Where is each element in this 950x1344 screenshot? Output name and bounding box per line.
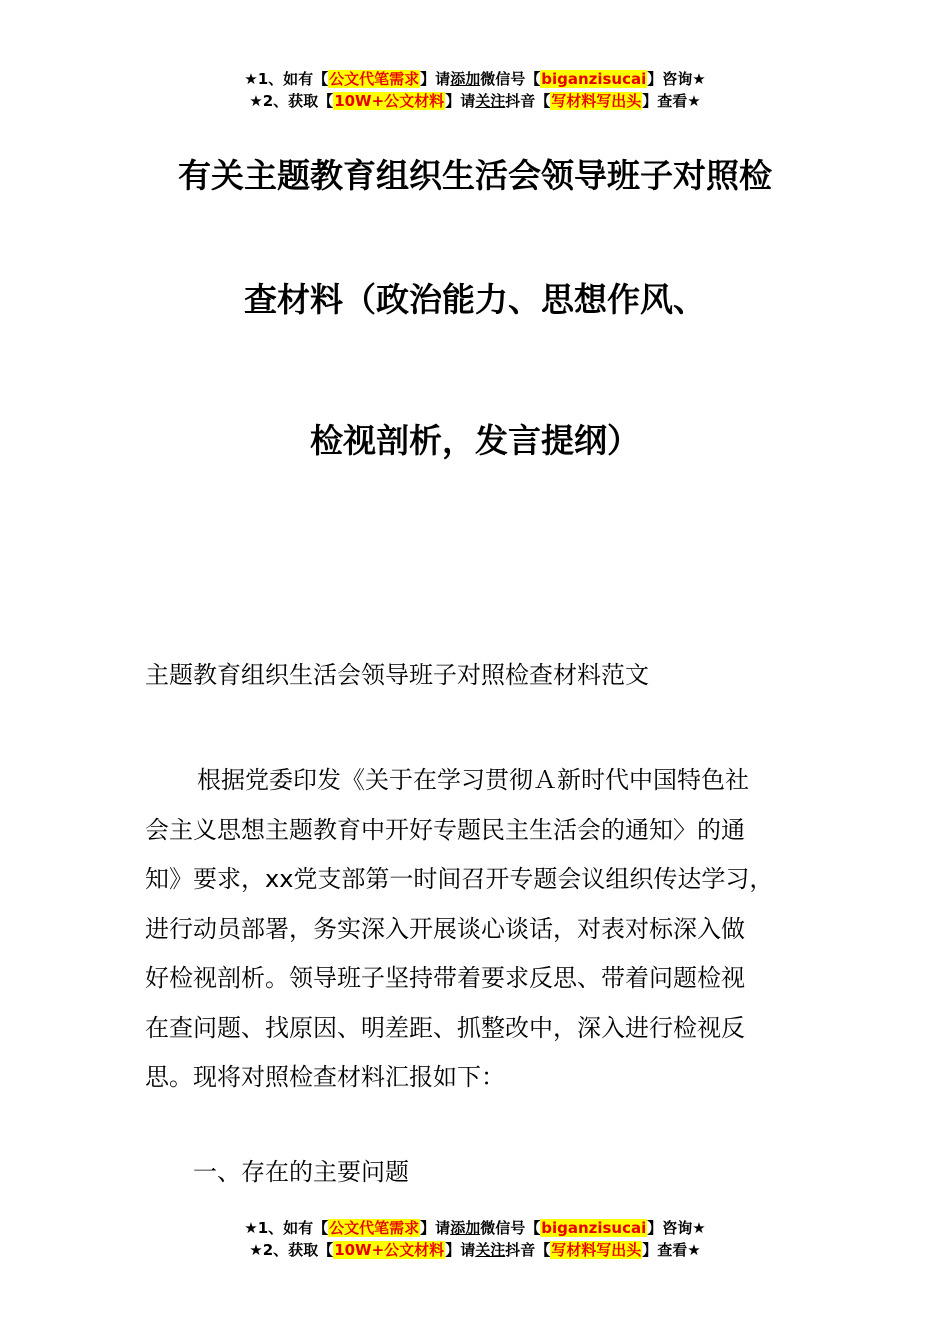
banner-text: 】查看★ — [642, 92, 701, 110]
highlight-materials: 10W+公文材料 — [334, 1241, 445, 1259]
banner-line-2 — [0, 90, 950, 112]
banner-text: 微信号【 — [480, 70, 541, 88]
highlight-materials: 10W+公文材料 — [334, 92, 445, 110]
body-paragraph — [145, 756, 835, 1103]
paragraph-line: 思。现将对照检查材料汇报如下： — [145, 1063, 505, 1091]
banner-text: 】请 — [420, 1219, 451, 1237]
paragraph-line: 好检视剖析。领导班子坚持带着要求反思、带着问题检视 — [145, 964, 745, 992]
doc-subtitle: 主题教育组织生活会领导班子对照检查材料范文 — [145, 661, 649, 689]
banner-text: ★2、获取【 — [249, 1241, 334, 1259]
banner-text: ★1、如有【 — [244, 70, 329, 88]
banner-text: 抖音【 — [505, 92, 551, 110]
banner-text: 】请 — [445, 92, 476, 110]
paragraph-line: 知》要求，xx党支部第一时间召开专题会议组织传达学习， — [145, 865, 774, 893]
paragraph-line: 会主义思想主题教育中开好专题民主生活会的通知〉的通 — [145, 815, 745, 844]
banner-text: 微信号【 — [480, 1219, 541, 1237]
highlight-service: 公文代笔需求 — [329, 70, 420, 88]
banner-line-1 — [0, 1217, 950, 1239]
highlight-douyin: 写材料写出头 — [551, 1241, 642, 1259]
banner-text: 】咨询★ — [647, 70, 706, 88]
underlined-word: 添加 — [450, 70, 481, 88]
paragraph-line: 根据党委印发《关于在学习贯彻Ａ新时代中国特色社 — [197, 766, 749, 794]
section-heading-1: 一、存在的主要问题 — [193, 1158, 409, 1186]
underlined-word: 关注 — [475, 92, 506, 110]
highlight-service: 公文代笔需求 — [329, 1219, 420, 1237]
banner-text: 】请 — [420, 70, 451, 88]
paragraph-line: 在查问题、找原因、明差距、抓整改中，深入进行检视反 — [145, 1013, 745, 1042]
banner-line-2 — [0, 1239, 950, 1261]
banner-text: 】咨询★ — [647, 1219, 706, 1237]
banner-text: 抖音【 — [505, 1241, 551, 1259]
banner-text: 】请 — [445, 1241, 476, 1259]
doc-title-line-3: 检视剖析，发言提纲） — [310, 421, 640, 460]
highlight-wechat-id: biganzisucai — [541, 1219, 647, 1237]
doc-title-line-2: 查材料（政治能力、思想作风、 — [244, 280, 706, 319]
banner-text: ★1、如有【 — [244, 1219, 329, 1237]
bottom-banner — [0, 1217, 950, 1261]
banner-text: 】查看★ — [642, 1241, 701, 1259]
banner-line-1 — [0, 68, 950, 90]
underlined-word: 关注 — [475, 1241, 506, 1259]
highlight-wechat-id: biganzisucai — [541, 70, 647, 88]
highlight-douyin: 写材料写出头 — [551, 92, 642, 110]
banner-text: ★2、获取【 — [249, 92, 334, 110]
paragraph-line: 进行动员部署，务实深入开展谈心谈话，对表对标深入做 — [145, 914, 745, 943]
doc-title-line-1: 有关主题教育组织生活会领导班子对照检 — [178, 156, 772, 195]
underlined-word: 添加 — [450, 1219, 481, 1237]
top-banner — [0, 68, 950, 112]
